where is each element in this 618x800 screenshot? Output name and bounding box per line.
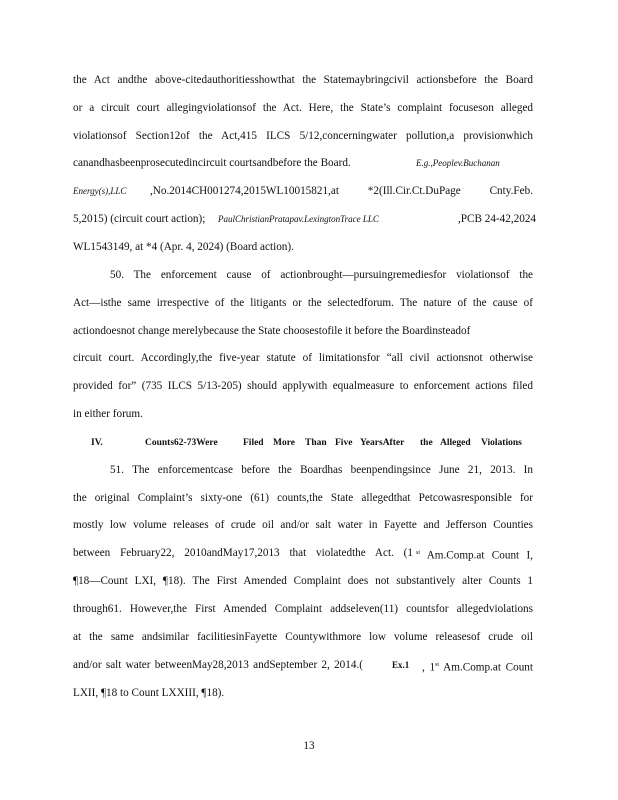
para-51-line: , 1st Am.Comp.at Count [422,661,534,674]
citation-italic: Energy(s),LLC [73,186,127,196]
para-50-line: provided for” (735 ILCS 5/13-205) should applywith equalmeasure to enforcement actions filed [73,380,533,392]
heading-word: Filed [243,438,264,448]
heading-word: the [420,438,433,448]
citation-line: ,PCB 24-42,2024 [458,213,537,225]
para-50-line: circuit court. Accordingly,the five-year statute of limitationsfor “all civil actionsnot otherwise [73,352,533,364]
para-51-line: LXII, ¶18 to Count LXXIII, ¶18). [73,687,225,699]
heading-word: Five [335,438,353,448]
body-line: canandhasbeenprosecutedincircuit courtsandbefore the Board. [73,157,351,169]
citation-italic: E.g.,Peoplev.Buchanan [416,158,500,168]
section-heading [73,438,533,452]
heading-word: Violations [481,438,522,448]
para-51-line: and/or salt water betweenMay28,2013 andSeptember 2, 2014.( [73,659,363,671]
body-line: violationsof Section12of the Act,415 ILCS 5/12,concerningwater pollution,a provisionwhich [73,130,533,142]
citation-line: 5,2015) (circuit court action); [73,213,206,225]
para-51-line: through61. However,the First Amended Complaint addseleven(11) countsfor allegedviolations [73,603,533,615]
exhibit-label: Ex.1 [392,660,410,670]
para-51-line: 51. The enforcementcase before the Boardhas beenpendingsince June 21, 2013. In [110,464,533,476]
para-51-line: $^{st}$ Am.Comp.at Count I, [416,549,533,562]
page-number: 13 [303,740,315,752]
heading-word: YearsAfter [360,438,405,448]
body-line: the Act andthe above-citedauthoritiesshowthat the Statemaybringcivil actionsbefore the Board [73,74,533,86]
heading-word: Alleged [440,438,471,448]
heading-word: More [273,438,295,448]
heading-word: Counts62-73Were [145,438,218,448]
para-50-line: in either forum. [73,408,143,420]
para-51-line: at the same andsimilar facilitiesinFayette Countywithmore low volume releasesof crude oil [73,631,533,643]
citation-line: ,No.2014CH001274,2015WL10015821,at *2(Ill.Cir.Ct.DuPage Cnty.Feb. [150,185,533,197]
citation-italic: PaulChristianPratapav.LexingtonTrace LLC [218,214,379,224]
para-50-line: actiondoesnot change merelybecause the State choosestofile it before the Boardinsteadof [73,325,471,337]
para-51-line: the original Complaint’s sixty-one (61) counts,the State allegedthat Petcowasresponsible for [73,492,533,504]
heading-word: Than [305,438,327,448]
para-50-line: Act—isthe same irrespective of the litigants or the selectedforum. The nature of the cause of [73,297,533,309]
para-51-line: ¶18—Count LXI, ¶18). The First Amended Complaint does not substantively alter Counts 1 [73,575,533,587]
para-51-line: mostly low volume releases of crude oil and/or salt water in Fayette and Jefferson Counties [73,519,533,531]
para-50-line: 50. The enforcement cause of actionbrought—pursuingremediesfor violationsof the [110,269,533,281]
heading-number: IV. [91,438,103,448]
citation-line: WL1543149, at *4 (Apr. 4, 2024) (Board action). [73,241,294,253]
body-line: or a circuit court allegingviolationsof the Act. Here, the State’s complaint focuseson alleged [73,102,533,114]
para-51-line: between February22, 2010andMay17,2013 that violatedthe Act. (1 [73,547,413,559]
